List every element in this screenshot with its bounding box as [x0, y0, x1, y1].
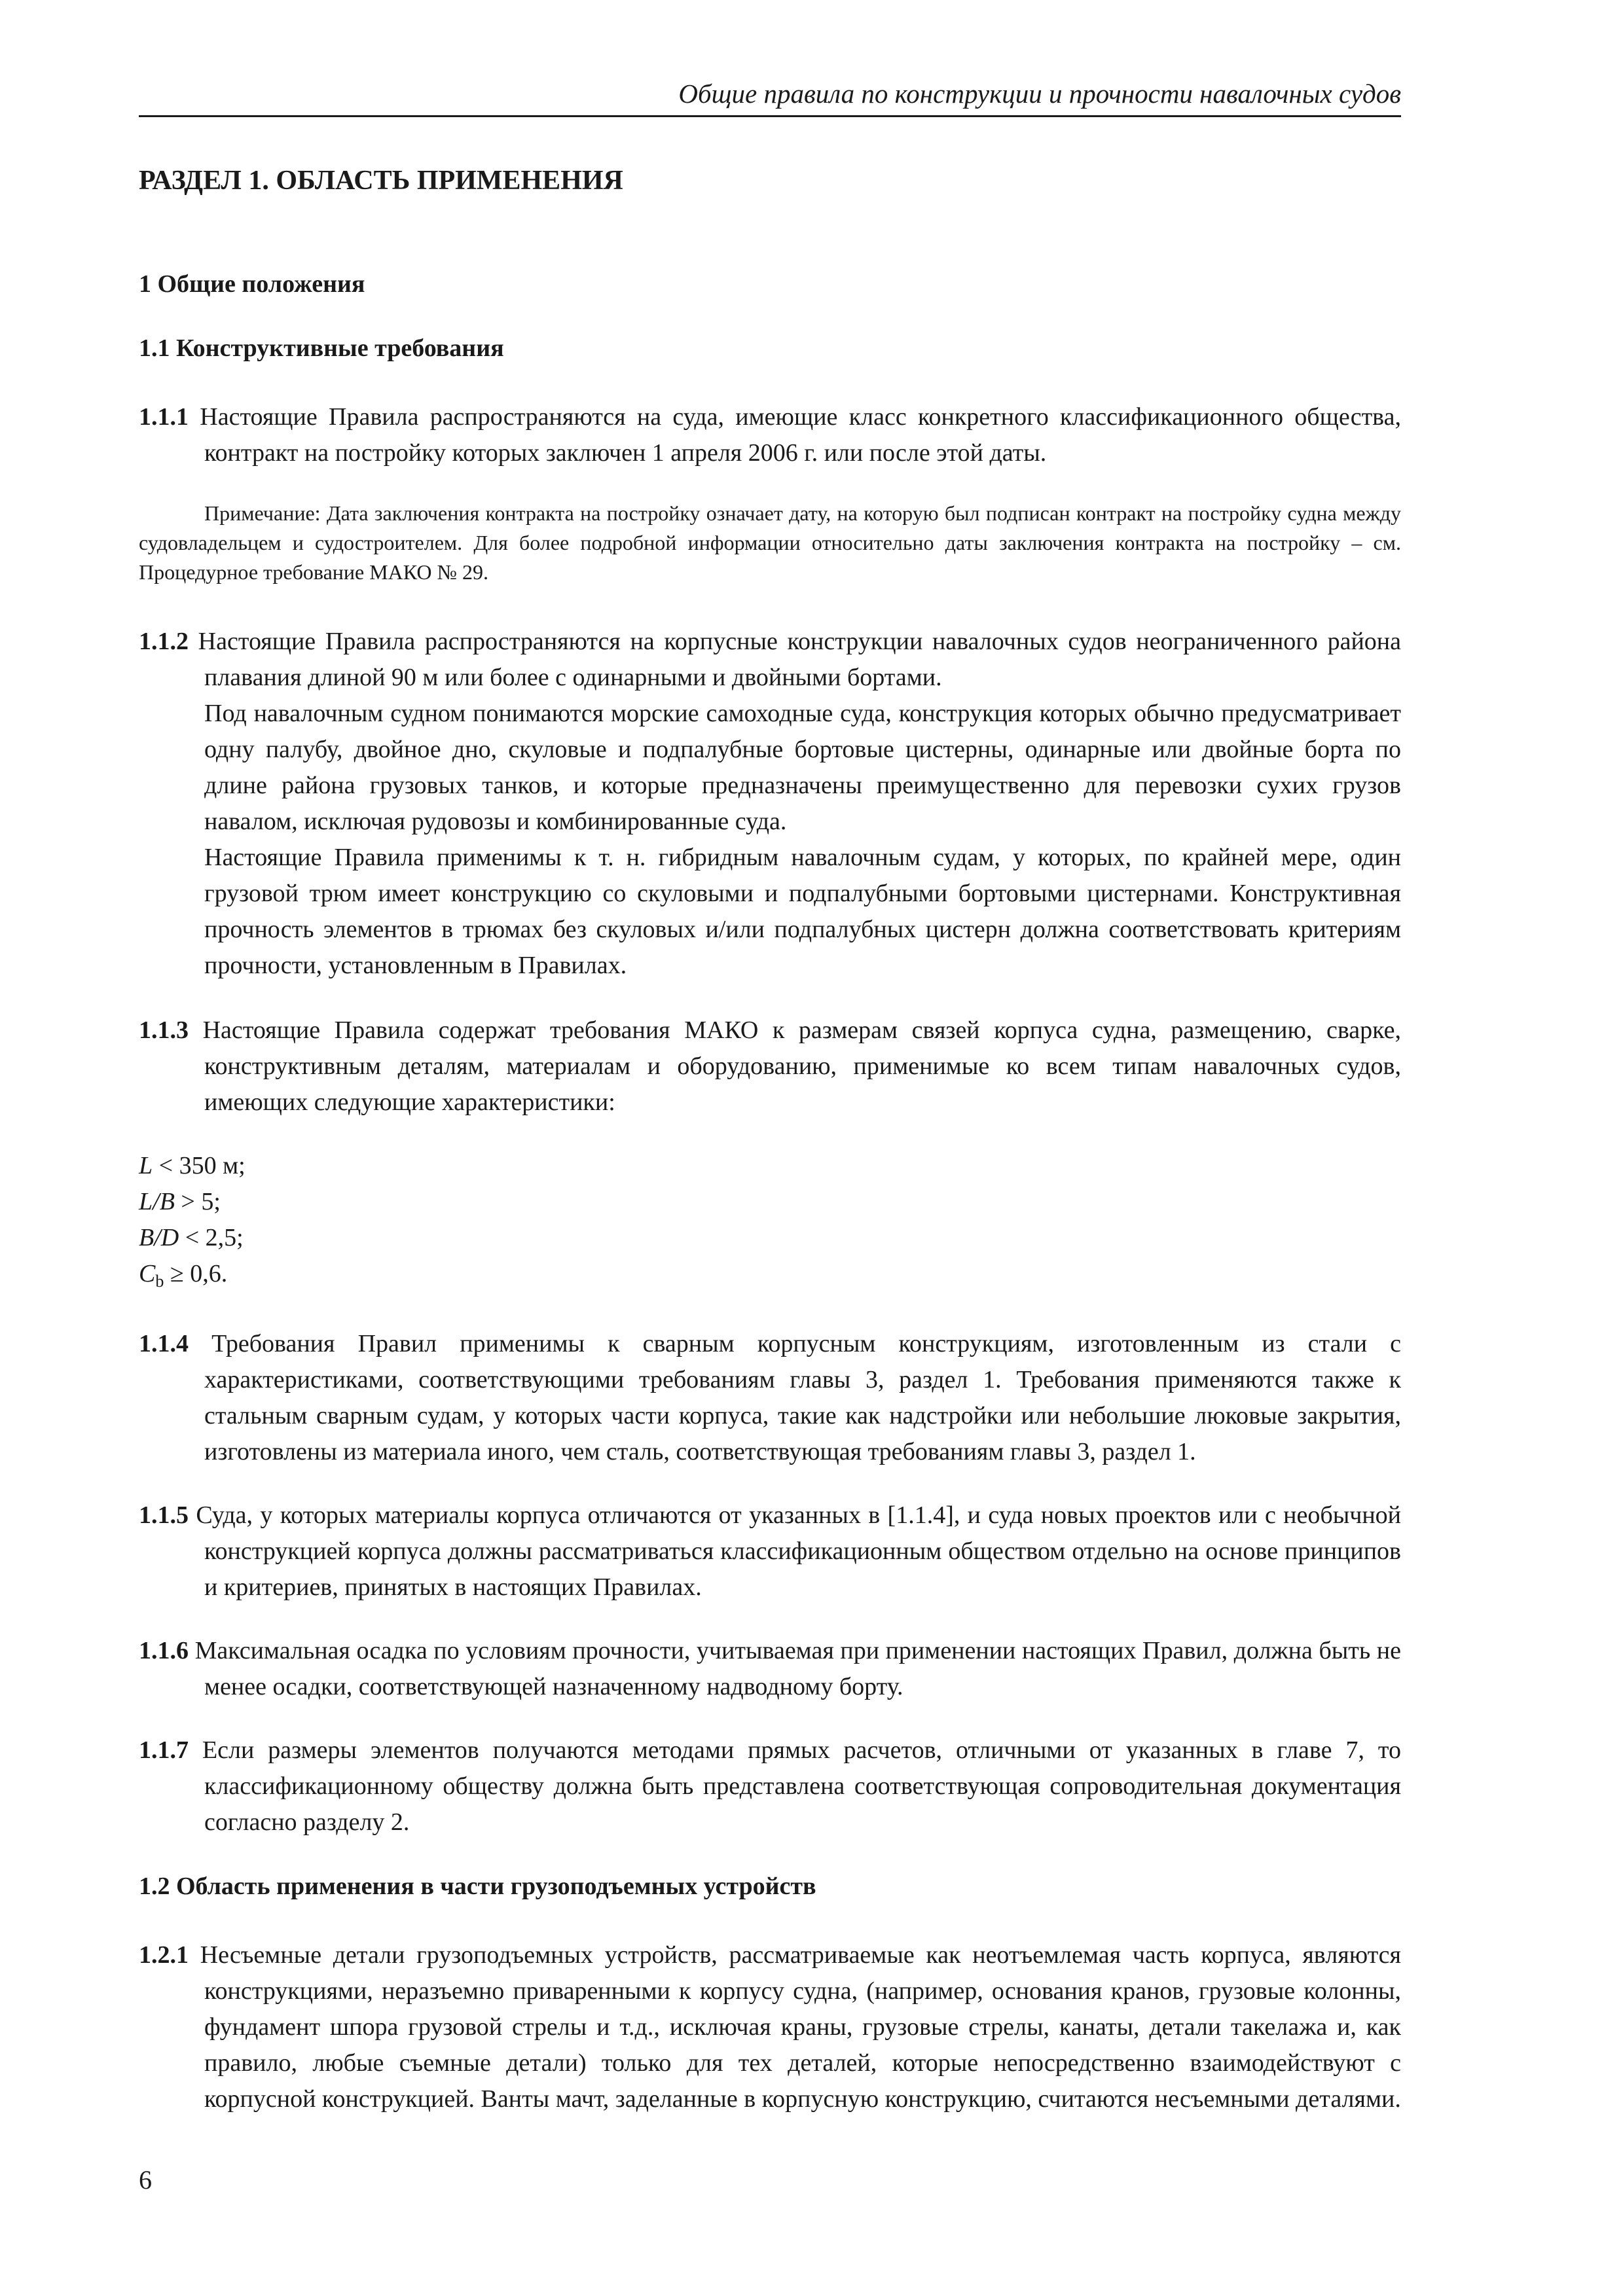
paragraph-1-1-2-continuation: Настоящие Правила применимы к т. н. гибридным навалочным судам, у которых, по крайней мере, один грузовой трюм имеет конструкцию со скуловыми и подпалубными бортовыми цистернами. Конструктивная прочность элементов в трюмах без скуловых и/или подпалубных цистерн должна соответствовать критериям прочности, установленным в Правилах. [204, 844, 1401, 979]
criterion-condition: > 5; [174, 1188, 221, 1215]
paragraph-text: Настоящие Правила распространяются на корпусные конструкции навалочных судов неограниченного района плавания длиной 90 м или более с одинарными и двойными бортами. [198, 628, 1401, 691]
paragraph-1-1-3 [139, 1013, 1401, 1121]
paragraph-1-1-2-continuation: Под навалочным судном понимаются морские самоходные суда, конструкция которых обычно предусматривает одну палубу, двойное дно, скуловые и подпалубные бортовые цистерны, одинарные или двойные борта по длине района грузовых танков, и которые предназначены преимущественно для перевозки сухих грузов навалом, исключая рудовозы и комбинированные суда. [204, 700, 1401, 835]
paragraph-number: 1.2.1 [139, 1941, 189, 1969]
paragraph-1-1-6 [139, 1633, 1401, 1705]
criterion-variable: C [139, 1260, 156, 1287]
paragraph-1-1-7 [139, 1732, 1401, 1840]
paragraph-1-1-4 [139, 1326, 1401, 1470]
paragraph-text: Суда, у которых материалы корпуса отличаются от указанных в [1.1.4], и суда новых проектов или с необычной конструкцией корпуса должны рассматриваться классификационным обществом отдельно на основе принципов и критериев, принятых в настоящих Правилах. [196, 1501, 1402, 1601]
criterion-variable: L [139, 1152, 153, 1179]
chapter-title: 1 Общие положения [139, 270, 365, 298]
section-title: РАЗДЕЛ 1. ОБЛАСТЬ ПРИМЕНЕНИЯ [139, 166, 623, 196]
paragraph-text: Требования Правил применимы к сварным корпусным конструкциям, изготовленным из стали с характеристиками, соответствующими требованиям главы 3, раздел 1. Требования применяются также к стальным сварным судам, у которых части корпуса, такие как надстройки или небольшие люковые закрытия, изготовлены из материала иного, чем сталь, соответствующая требованиям главы 3, раздел 1. [204, 1330, 1402, 1465]
page-content [139, 161, 1401, 2145]
paragraph-1-2-1 [139, 1937, 1401, 2117]
paragraph-text: Если размеры элементов получаются методами прямых расчетов, отличными от указанных в главе 7, то классификационному обществу должна быть представлена соответствующая сопроводительная документация согласно разделу 2. [202, 1736, 1402, 1836]
note-paragraph: Примечание: Дата заключения контракта на постройку означает дату, на которую был подписан контракт на постройку судна между судовладельцем и судостроителем. Для более подробной информации относительно даты заключения контракта на постройку – см. Процедурное требование МАКО № 29. [139, 501, 1401, 584]
criterion-item [139, 1220, 1401, 1256]
criterion-item [139, 1256, 1401, 1292]
criterion-subscript: b [155, 1272, 164, 1291]
paragraph-number: 1.1.7 [139, 1736, 189, 1764]
paragraph-1-1-1 [139, 399, 1401, 471]
paragraph-text: Несъемные детали грузоподъемных устройств, рассматриваемые как неотъемлемая часть корпуса, являются конструкциями, неразъемно приваренными к корпусу судна, (например, основания кранов, грузовые колонны, фундамент шпора грузовой стрелы и т.д., исключая краны, грузовые стрелы, канаты, детали такелажа и, как правило, любые съемные детали) только для тех деталей, которые непосредственно взаимодействуют с корпусной конструкцией. Ванты мачт, заделанные в корпусную конструкцию, считаются несъемными деталями. [200, 1941, 1401, 2113]
subsection-title-1-1: 1.1 Конструктивные требования [139, 334, 504, 362]
criterion-condition: < 2,5; [179, 1224, 244, 1251]
criteria-list [139, 1148, 1401, 1292]
criterion-item [139, 1148, 1401, 1184]
page-number: 6 [139, 2165, 152, 2195]
running-header: Общие правила по конструкции и прочности навалочных судов [678, 79, 1401, 109]
criterion-variable: B/D [139, 1224, 179, 1251]
paragraph-number: 1.1.3 [139, 1016, 189, 1044]
paragraph-number: 1.1.6 [139, 1637, 189, 1664]
criterion-condition: ≥ 0,6. [164, 1260, 228, 1287]
criterion-condition: < 350 м; [153, 1152, 246, 1179]
criterion-item [139, 1184, 1401, 1220]
paragraph-text: Настоящие Правила содержат требования МАКО к размерам связей корпуса судна, размещению, сварке, конструктивным деталям, материалам и оборудованию, применимые ко всем типам навалочных судов, имеющих следующие характеристики: [202, 1016, 1402, 1116]
paragraph-text: Максимальная осадка по условиям прочности, учитываемая при применении настоящих Правил, должна быть не менее осадки, соответствующей назначенному надводному борту. [194, 1637, 1402, 1700]
header-rule [139, 115, 1401, 117]
criterion-variable: L/B [139, 1188, 175, 1215]
paragraph-number: 1.1.5 [139, 1501, 189, 1529]
paragraph-1-1-5 [139, 1498, 1401, 1605]
paragraph-number: 1.1.4 [139, 1330, 189, 1357]
paragraph-text: Настоящие Правила распространяются на суда, имеющие класс конкретного классификационного общества, контракт на постройку которых заключен 1 апреля 2006 г. или после этой даты. [200, 403, 1401, 467]
paragraph-number: 1.1.1 [139, 403, 189, 431]
paragraph-1-1-2 [139, 624, 1401, 696]
subsection-title-1-2: 1.2 Область применения в части грузоподъемных устройств [139, 1873, 816, 1900]
paragraph-number: 1.1.2 [139, 628, 189, 655]
